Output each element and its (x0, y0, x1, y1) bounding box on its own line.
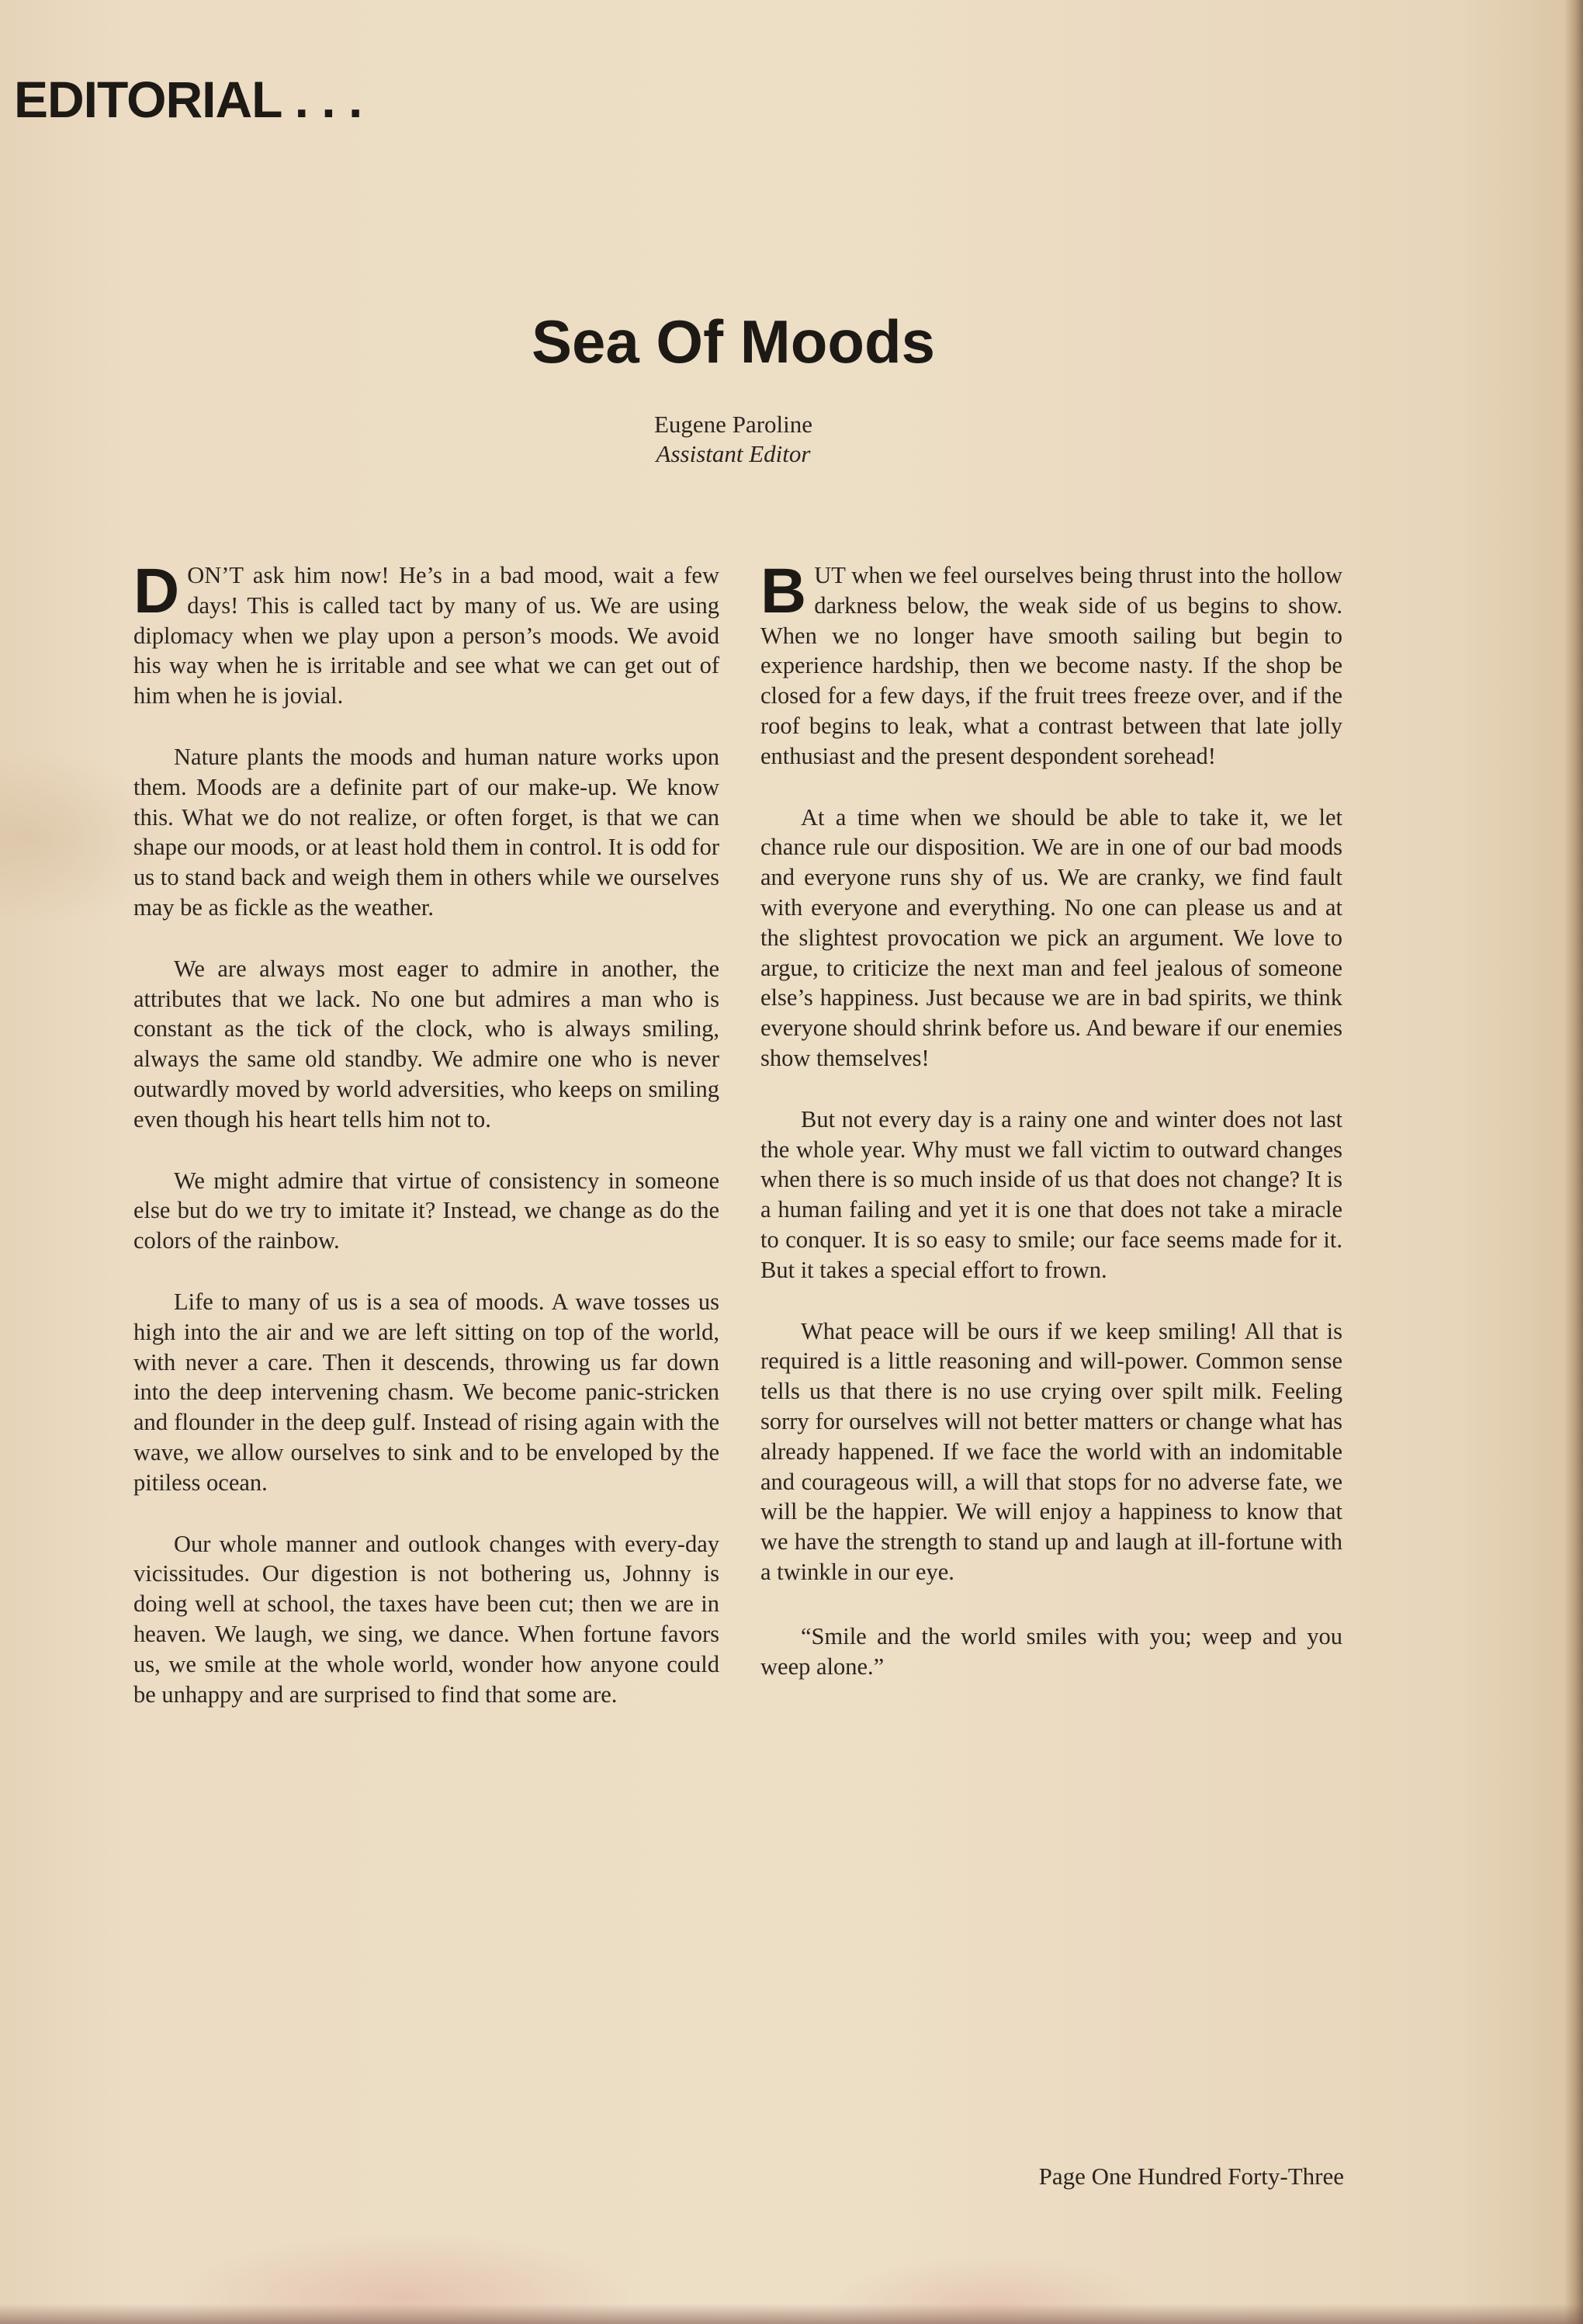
paragraph: Nature plants the moods and human nature works upon them. Moods are a definite part of our make-up. We know this. What we do not realize, or often forget, is that we can shape our moods, or at least hold them in control. It is odd for us to stand back and weigh them in others while we ourselves may be as fickle as the weather. (133, 743, 719, 921)
paper-edge-shadow (1564, 0, 1583, 2324)
drop-cap: D (133, 556, 180, 626)
right-column (760, 556, 1342, 1712)
paragraph: At a time when we should be able to take it, we let chance rule our disposition. We are in one of our bad moods and everyone runs shy of us. We are cranky, we find fault with everyone and everything. No one can please us and at the slightest provocation we pick an argument. We love to argue, to criticize the next man and feel jealous of someone else’s happiness. Just because we are in bad spirits, we think everyone should shrink before us. And beware if our enemies show themselves! (760, 803, 1342, 1071)
author-name: Eugene Paroline (653, 411, 812, 438)
paragraph: We are always most eager to admire in another, the attributes that we lack. No one but admires a man who is constant as the tick of the clock, who is always smiling, always the same old standby. We admire one who is never outwardly moved by world adversities, who keeps on smiling even though his heart tells him not to. (133, 955, 719, 1133)
closing-quote: “Smile and the world smiles with you; weep and you weep alone.” (760, 1622, 1342, 1680)
author-role: Assistant Editor (656, 440, 811, 467)
paragraph: We might admire that virtue of consistency in someone else but do we try to imitate it? Instead, we change as do the colors of the rainbow. (133, 1167, 719, 1254)
paragraph: What peace will be ours if we keep smiling! All that is required is a little reasoning and will-power. Common sense tells us that there is no use crying over spilt milk. Feeling sorry for ourselves will not better matters or change what has already happened. If we face the world with an indomitable and courageous will, a will that stops for no adverse fate, we will be the happier. We will enjoy a happiness to know that we have the strength to stand up and laugh at ill-fortune with a twinkle in our eye. (760, 1317, 1342, 1585)
article-title: Sea Of Moods (531, 307, 936, 376)
lead-paragraph (760, 556, 1342, 772)
section-label: EDITORIAL . . . (14, 71, 362, 128)
byline (0, 410, 1467, 469)
page-number: Page One Hundred Forty-Three (1038, 2163, 1344, 2190)
lead-paragraph-text: UT when we feel ourselves being thrust into the hollow darkness below, the weak side of us begins to show. When we no longer have smooth sailing but begin to experience hardship, then we become nasty. If the shop be closed for a few days, if the fruit trees freeze over, and if the roof begins to leak, what a contrast between that late jolly enthusiast and the present despondent sorehead! (760, 562, 1342, 769)
paragraph: Life to many of us is a sea of moods. A wave tosses us high into the air and we are left sitting on top of the world, with never a care. Then it descends, throwing us far down into the deep intervening chasm. We become panic-stricken and flounder in the deep gulf. Instead of rising again with the wave, we allow ourselves to sink and to be enveloped by the pitiless ocean. (133, 1288, 719, 1496)
lead-paragraph-text: ON’T ask him now! He’s in a bad mood, wait a few days! This is called tact by many of us. We are using diplomacy when we play upon a person’s moods. We avoid his way when he is irritable and see what we can get out of him when he is jovial. (133, 562, 719, 709)
lead-paragraph (133, 556, 719, 711)
paragraph: Our whole manner and outlook changes with every-day vicissitudes. Our digestion is not bothering us, Johnny is doing well at school, the taxes have been cut; then we are in heaven. We laugh, we sing, we dance. When fortune favors us, we smile at the whole world, wonder how anyone could be unhappy and are surprised to find that some are. (133, 1530, 719, 1708)
left-column (133, 556, 719, 1740)
drop-cap: B (760, 556, 807, 626)
paper-bottom-edge (0, 2304, 1583, 2324)
paragraph: But not every day is a rainy one and winter does not last the whole year. Why must we fall victim to outward changes when there is so much inside of us that does not change? It is a human failing and yet it is one that does not take a miracle to conquer. It is so easy to smile; our face seems made for it. But it takes a special effort to frown. (760, 1105, 1342, 1283)
